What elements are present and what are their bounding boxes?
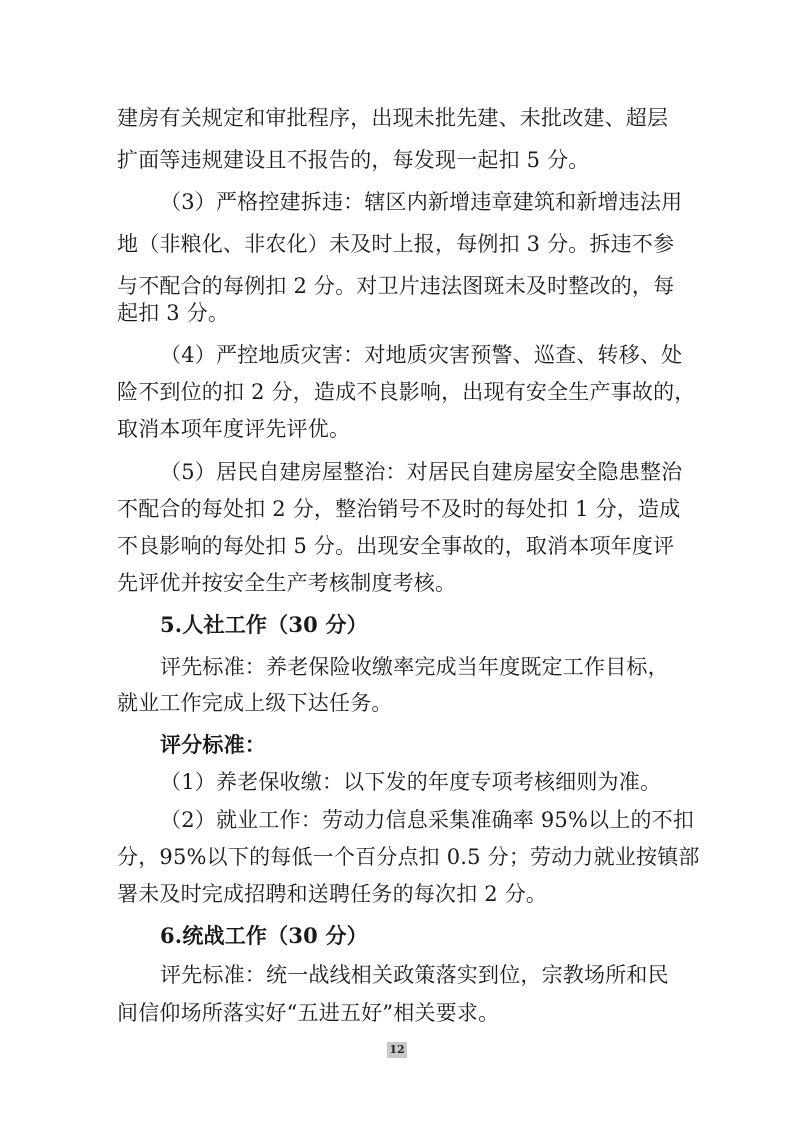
- text-line: （4）严控地质灾害：对地质灾害预警、巡查、转移、处: [160, 343, 683, 367]
- text-line: 取消本项年度评先评优。: [117, 417, 351, 441]
- text-line: 地（非粮化、非农化）未及时上报，每例扣 3 分。拆违不参: [117, 232, 675, 256]
- text-line: （2）就业工作：劳动力信息采集准确率 95%以上的不扣: [160, 808, 695, 832]
- section-heading: 6.统战工作（30 分）: [160, 923, 368, 948]
- text-line: 就业工作完成上级下达任务。: [117, 691, 393, 715]
- text-line: 评先标准：养老保险收缴率完成当年度既定工作目标，: [160, 655, 669, 679]
- section-heading: 5.人社工作（30 分）: [160, 612, 368, 637]
- text-line: 不良影响的每处扣 5 分。出现安全事故的，取消本项年度评: [117, 534, 675, 558]
- text-line: （3）严格控建拆违：辖区内新增违章建筑和新增违法用: [160, 190, 683, 214]
- text-line: 间信仰场所落实好“五进五好”相关要求。: [117, 1001, 500, 1025]
- text-line: 评先标准：统一战线相关政策落实到位，宗教场所和民: [160, 963, 669, 987]
- text-line: （1）养老保收缴：以下发的年度专项考核细则为准。: [160, 770, 662, 794]
- text-line: 先评优并按安全生产考核制度考核。: [117, 571, 457, 595]
- text-line: 署未及时完成招聘和送聘任务的每次扣 2 分。: [117, 882, 548, 906]
- text-line: 起扣 3 分。: [117, 301, 230, 325]
- text-line: 扩面等违规建设且不报告的，每发现一起扣 5 分。: [117, 148, 590, 172]
- text-line: 与不配合的每例扣 2 分。对卫片违法图斑未及时整改的，每: [117, 274, 675, 298]
- subheading: 评分标准：: [160, 732, 266, 757]
- text-line: 险不到位的扣 2 分，造成不良影响，出现有安全生产事故的，: [117, 380, 696, 404]
- text-line: 不配合的每处扣 2 分，整治销号不及时的每处扣 1 分，造成: [117, 497, 681, 521]
- text-line: 建房有关规定和审批程序，出现未批先建、未批改建、超层: [117, 106, 669, 130]
- text-line: 分，95%以下的每低一个百分点扣 0.5 分；劳动力就业按镇部: [117, 845, 700, 869]
- page-number: 12: [387, 1042, 407, 1058]
- text-line: （5）居民自建房屋整治：对居民自建房屋安全隐患整治: [160, 460, 683, 484]
